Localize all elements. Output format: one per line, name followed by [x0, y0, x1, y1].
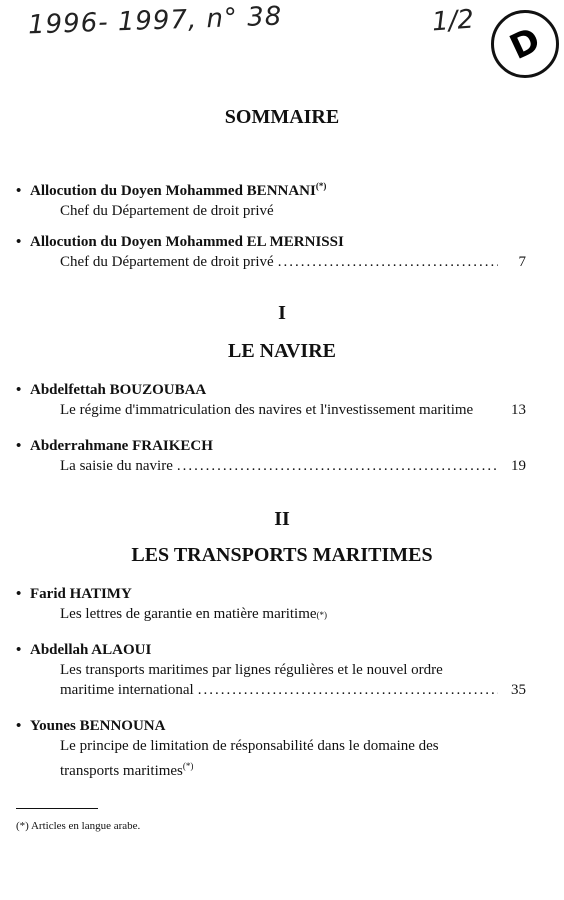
- page-number: 19: [511, 458, 526, 474]
- page-number: 35: [511, 682, 526, 698]
- toc-work: La saisie du navire ..... 19: [60, 456, 526, 476]
- toc-author: • Abdellah ALAOUI: [16, 642, 152, 658]
- toc-author: • Abdelfettah BOUZOUBAA: [16, 382, 207, 398]
- toc-author: • Farid HATIMY: [16, 586, 132, 602]
- footnote-mark: (*): [182, 761, 194, 771]
- footnote: (*) Articles en langue arabe.: [16, 820, 141, 832]
- toc-author: • Allocution du Doyen Mohammed BENNANI(*): [16, 181, 327, 199]
- page-number: 7: [518, 254, 526, 270]
- leader-dots: [278, 252, 498, 272]
- page-number: 13: [511, 402, 526, 418]
- footnote-mark: (*): [316, 610, 328, 620]
- toc-entry: [16, 176, 526, 221]
- handwritten-note: 1996- 1997, n° 38: [27, 1, 283, 41]
- toc-author: • Younes BENNOUNA: [16, 718, 166, 734]
- footnote-rule: [16, 808, 98, 809]
- section-heading: LE NAVIRE: [228, 340, 336, 362]
- bullet-icon: •: [16, 718, 22, 734]
- stamp-letter: D: [503, 19, 547, 69]
- section-numeral: II: [274, 508, 290, 530]
- toc-work: Les lettres de garantie en matière maritime (*): [60, 604, 526, 625]
- document-title: SOMMAIRE: [224, 106, 340, 128]
- toc-entry: [16, 436, 526, 476]
- handwritten-page-ref: 1/2: [431, 4, 475, 38]
- toc-entry: [16, 380, 526, 420]
- leader-dots: [177, 456, 498, 476]
- section-heading: LES TRANSPORTS MARITIMES: [131, 544, 433, 566]
- bullet-icon: •: [16, 183, 22, 199]
- toc-work: Chef du Département de droit privé: [60, 203, 274, 219]
- toc-entry: [16, 640, 526, 700]
- bullet-icon: •: [16, 382, 22, 398]
- bullet-icon: •: [16, 586, 22, 602]
- toc-author: • Allocution du Doyen Mohammed EL MERNISSI: [16, 234, 344, 250]
- toc-work: Le régime d'immatriculation des navires et l'investissement maritime 13: [60, 402, 526, 418]
- toc-work: Chef du Département de droit privé ..... 7: [60, 252, 526, 272]
- toc-work: Les transports maritimes par lignes régulières et le nouvel ordre maritime international ..... 35: [60, 660, 526, 700]
- bullet-icon: •: [16, 234, 22, 250]
- section-numeral: I: [278, 302, 286, 324]
- leader-dots: [198, 680, 498, 700]
- toc-entry: [16, 584, 526, 625]
- circled-stamp: [491, 10, 559, 78]
- bullet-icon: •: [16, 642, 22, 658]
- toc-work: Le principe de limitation de résponsabilité dans le domaine des transports maritimes(*): [60, 738, 439, 779]
- toc-entry: [16, 716, 526, 781]
- footnote-mark: (*): [315, 181, 327, 191]
- bullet-icon: •: [16, 438, 22, 454]
- toc-author: • Abderrahmane FRAIKECH: [16, 438, 213, 454]
- toc-entry: [16, 232, 526, 272]
